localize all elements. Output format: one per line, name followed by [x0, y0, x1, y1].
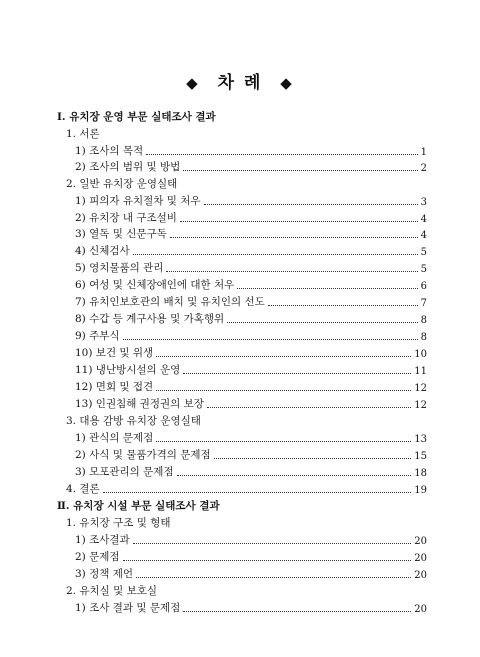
toc-item	[75, 141, 427, 158]
toc-title	[0, 68, 480, 93]
toc-item	[75, 564, 427, 581]
toc-item	[75, 191, 427, 208]
toc-item	[75, 445, 427, 462]
toc-page-number: 8	[420, 315, 427, 326]
toc-dot-leader	[183, 611, 411, 612]
toc-item	[75, 343, 427, 360]
toc-dot-leader	[133, 254, 418, 255]
toc-page-number: 11	[414, 366, 427, 377]
toc-dot-leader	[204, 204, 418, 205]
toc-item	[75, 360, 427, 377]
toc-dot-leader	[177, 475, 412, 476]
toc-section-label: 4. 결론	[66, 483, 100, 495]
toc-page-number: 13	[414, 434, 427, 445]
toc-section-4	[66, 479, 427, 496]
toc-page-number: 19	[414, 485, 427, 496]
diamond-left-icon: ◆	[186, 74, 200, 92]
toc-section-6	[66, 581, 436, 598]
toc-item-label: 2) 문제점	[75, 551, 120, 563]
toc-page-number: 20	[414, 570, 427, 581]
toc-item	[75, 547, 427, 564]
toc-page-number: 4	[420, 230, 427, 241]
toc-item	[75, 530, 427, 547]
toc-item	[75, 157, 427, 174]
toc-chapter-2	[57, 496, 437, 513]
toc-page-number: 10	[414, 349, 427, 360]
toc-item-label: 4) 신체검사	[75, 245, 130, 257]
toc-item	[75, 224, 427, 241]
toc-page-number: 6	[420, 281, 427, 292]
toc-dot-leader	[166, 271, 417, 272]
toc-item-label: 3) 정책 제언	[75, 568, 134, 580]
toc-page-number: 5	[420, 247, 427, 258]
toc-item-label: 2) 조사의 범위 및 방법	[75, 161, 181, 173]
toc-dot-leader	[156, 390, 411, 391]
toc-dot-leader	[156, 356, 411, 357]
toc-item-label: 3) 모포관리의 문제점	[75, 466, 174, 478]
diamond-right-icon: ◆	[280, 74, 294, 92]
toc-dot-leader	[237, 288, 417, 289]
toc-item	[75, 241, 427, 258]
toc-item-label: 2) 사식 및 물품가격의 문제점	[75, 449, 211, 461]
toc-item-label: 9) 주부식	[75, 330, 120, 342]
toc-dot-leader	[180, 221, 418, 222]
toc-section-5	[66, 513, 436, 530]
toc-dot-leader	[183, 373, 411, 374]
toc-item	[75, 394, 427, 411]
toc-item-label: 2) 유치장 내 구조설비	[75, 212, 177, 224]
toc-section-1	[66, 124, 436, 141]
toc-dot-leader	[207, 407, 411, 408]
toc-item-label: 1) 조사결과	[75, 534, 130, 546]
toc-section-2	[66, 174, 436, 191]
toc-dot-leader	[183, 170, 417, 171]
toc-page-number: 3	[420, 197, 427, 208]
toc-dot-leader	[268, 305, 418, 306]
toc-dot-leader	[146, 154, 417, 155]
toc-item	[75, 377, 427, 394]
toc-item-label: 1) 조사의 목적	[75, 145, 144, 157]
toc-page-number: 18	[414, 468, 427, 479]
toc-item-label: 1) 피의자 유치절차 및 처우	[75, 195, 201, 207]
toc-page-number: 5	[420, 264, 427, 275]
toc-item	[75, 292, 427, 309]
toc-section-label: 1. 서론	[66, 128, 100, 140]
toc-item-label: 5) 영치물품의 관리	[75, 262, 164, 274]
toc-item	[75, 275, 427, 292]
toc-item-label: 12) 면회 및 접견	[75, 381, 154, 393]
toc-section-label: 3. 대용 감방 유치장 운영실태	[66, 415, 201, 427]
toc-item-label: 7) 유치인보호관의 배치 및 유치인의 선도	[75, 296, 265, 308]
toc-item	[75, 428, 427, 445]
toc-item	[75, 309, 427, 326]
toc-dot-leader	[123, 339, 418, 340]
toc-item	[75, 208, 427, 225]
toc-page-number: 12	[414, 383, 427, 394]
toc-item-label: 3) 열독 및 신문구독	[75, 228, 167, 240]
toc-item-label: 1) 관식의 문제점	[75, 432, 154, 444]
toc-dot-leader	[123, 560, 412, 561]
toc-dot-leader	[214, 458, 412, 459]
toc-page-number: 20	[414, 536, 427, 547]
toc-dot-leader	[156, 441, 411, 442]
toc-section-label: 2. 유치실 및 보호실	[66, 585, 158, 597]
toc-item	[75, 258, 427, 275]
toc-item-label: 8) 수갑 등 계구사용 및 가혹행위	[75, 313, 225, 325]
toc-section-label: 1. 유치장 구조 및 형태	[66, 517, 171, 529]
toc-item	[75, 598, 427, 615]
toc-item-label: 6) 여성 및 신체장애인에 대한 처우	[75, 279, 235, 291]
toc-page-number: 2	[420, 163, 427, 174]
toc-section-label: 2. 일반 유치장 운영실태	[66, 178, 178, 190]
toc-item-label: 13) 인권침해 권정권의 보장	[75, 398, 204, 410]
toc-section-3	[66, 411, 436, 428]
toc-page-number: 7	[420, 298, 427, 309]
toc-dot-leader	[136, 577, 411, 578]
toc-chapter-label: Ⅰ. 유치장 운영 부문 실태조사 결과	[57, 111, 216, 123]
toc-chapter-1	[57, 107, 437, 124]
toc-item-label: 1) 조사 결과 및 문제점	[75, 602, 181, 614]
toc-item-label: 11) 냉난방시설의 운영	[75, 364, 181, 376]
toc-page-number: 1	[420, 147, 427, 158]
toc-dot-leader	[103, 492, 412, 493]
toc-title-text: 차 례	[217, 73, 263, 93]
toc-page-number: 4	[420, 214, 427, 225]
toc-dot-leader	[133, 543, 412, 544]
toc-page-number: 20	[414, 553, 427, 564]
toc-page-number: 20	[414, 604, 427, 615]
toc-item	[75, 326, 427, 343]
toc-dot-leader	[227, 322, 417, 323]
toc-item-label: 10) 보건 및 위생	[75, 347, 154, 359]
toc-dot-leader	[170, 237, 418, 238]
toc-page-number: 8	[420, 332, 427, 343]
toc-page-number: 15	[414, 451, 427, 462]
toc-chapter-label: Ⅱ. 유치장 시설 부문 실태조사 결과	[57, 500, 220, 512]
toc-item	[75, 462, 427, 479]
toc-page-number: 12	[414, 400, 427, 411]
